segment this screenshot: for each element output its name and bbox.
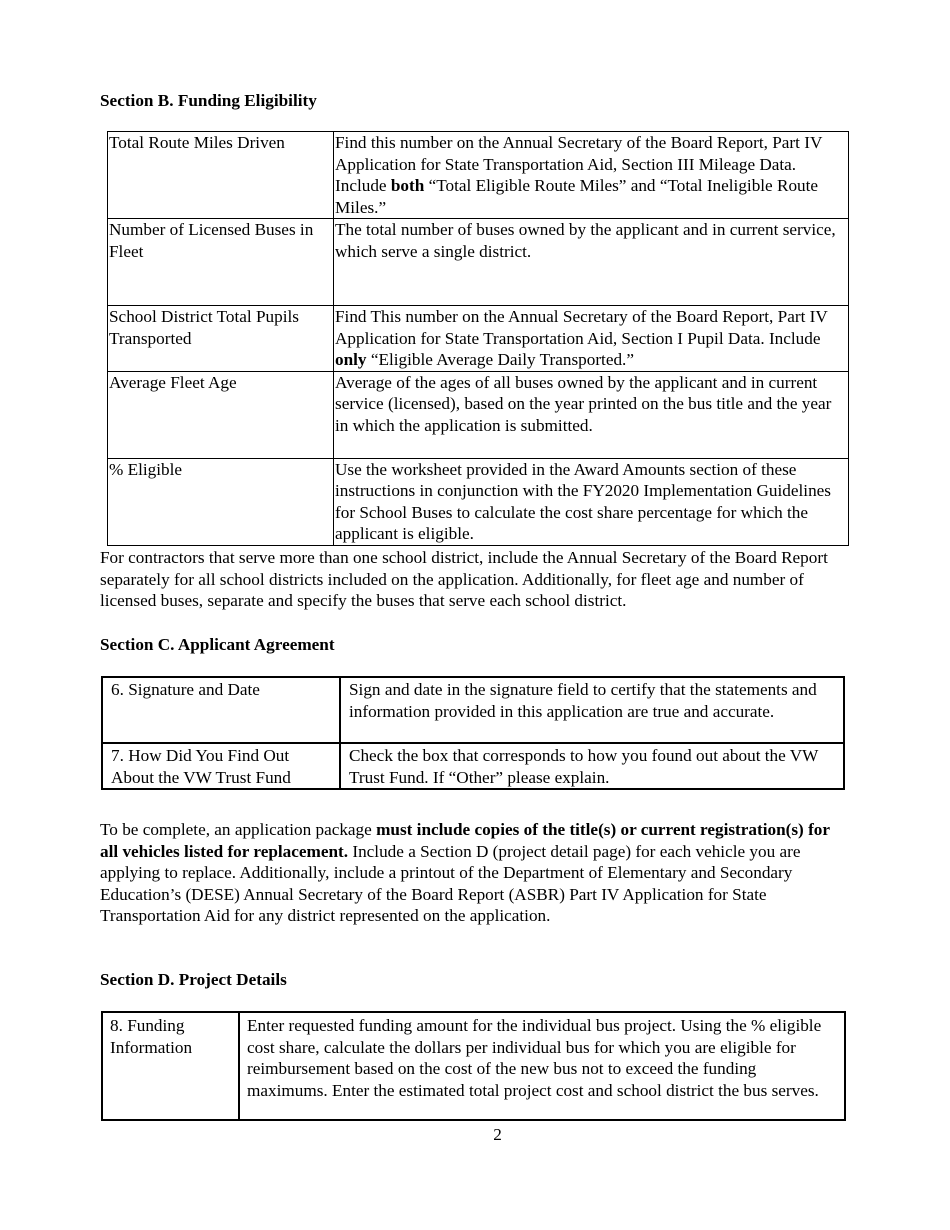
row-description: Sign and date in the signature field to certify that the statements and information provided in this application are true and accurate. xyxy=(340,677,844,743)
row-description: Enter requested funding amount for the individual bus project. Using the % eligible cost share, calculate the dollars per individual bus for which you are eligible for reimbursement based on the cost of the new bus not to exceed the funding maximums. Enter the estimated total project cost and school district the bus serves. xyxy=(239,1012,845,1120)
section-c-heading: Section C. Applicant Agreement xyxy=(100,635,335,654)
row-description: Use the worksheet provided in the Award Amounts section of these instructions in conjunction with the FY2020 Implementation Guidelines for School Buses to calculate the cost share percentage for which the applicant is eligible. xyxy=(334,458,849,545)
row-label: 8. Funding Information xyxy=(102,1012,239,1120)
funding-eligibility-table xyxy=(107,131,849,546)
page-number: 2 xyxy=(493,1125,502,1144)
row-description: Average of the ages of all buses owned by the applicant and in current service (licensed), based on the year printed on the bus title and the year in which the application is submitted. xyxy=(334,371,849,458)
row-label: School District Total Pupils Transported xyxy=(108,306,334,372)
applicant-agreement-table xyxy=(101,676,845,790)
section-b-heading: Section B. Funding Eligibility xyxy=(100,91,317,110)
table-row xyxy=(102,1012,845,1120)
row-label: % Eligible xyxy=(108,458,334,545)
table-row xyxy=(102,743,844,789)
table-row xyxy=(108,219,849,306)
project-details-table xyxy=(101,1011,846,1121)
application-package-note: To be complete, an application package must include copies of the title(s) or current registration(s) for all vehicles listed for replacement. Include a Section D (project detail page) for each vehicle you are applying to replace. Additionally, include a printout of the Department of Elementary and Secondary Education’s (DESE) Annual Secretary of the Board Report (ASBR) Part IV Application for State Transportation Aid for any district represented on the application. xyxy=(100,820,830,925)
contractor-note: For contractors that serve more than one school district, include the Annual Secretary of the Board Report separately for all school districts included on the application. Additionally, for fleet age and number of licensed buses, separate and specify the buses that serve each school district. xyxy=(100,548,828,610)
table-row xyxy=(108,306,849,372)
table-row xyxy=(108,371,849,458)
table-row xyxy=(108,132,849,219)
row-label: Total Route Miles Driven xyxy=(108,132,334,219)
row-label: Number of Licensed Buses in Fleet xyxy=(108,219,334,306)
row-description: The total number of buses owned by the applicant and in current service, which serve a single district. xyxy=(334,219,849,306)
row-description: Find this number on the Annual Secretary of the Board Report, Part IV Application for State Transportation Aid, Section III Mileage Data. Include both “Total Eligible Route Miles” and “Total Ineligible Route Miles.” xyxy=(334,132,849,219)
section-d-heading: Section D. Project Details xyxy=(100,970,287,989)
row-label: 6. Signature and Date xyxy=(102,677,340,743)
table-row xyxy=(108,458,849,545)
row-label: Average Fleet Age xyxy=(108,371,334,458)
table-row xyxy=(102,677,844,743)
row-label: 7. How Did You Find Out About the VW Trust Fund xyxy=(102,743,340,789)
row-description: Check the box that corresponds to how you found out about the VW Trust Fund. If “Other” please explain. xyxy=(340,743,844,789)
row-description: Find This number on the Annual Secretary of the Board Report, Part IV Application for State Transportation Aid, Section I Pupil Data. Include only “Eligible Average Daily Transported.” xyxy=(334,306,849,372)
